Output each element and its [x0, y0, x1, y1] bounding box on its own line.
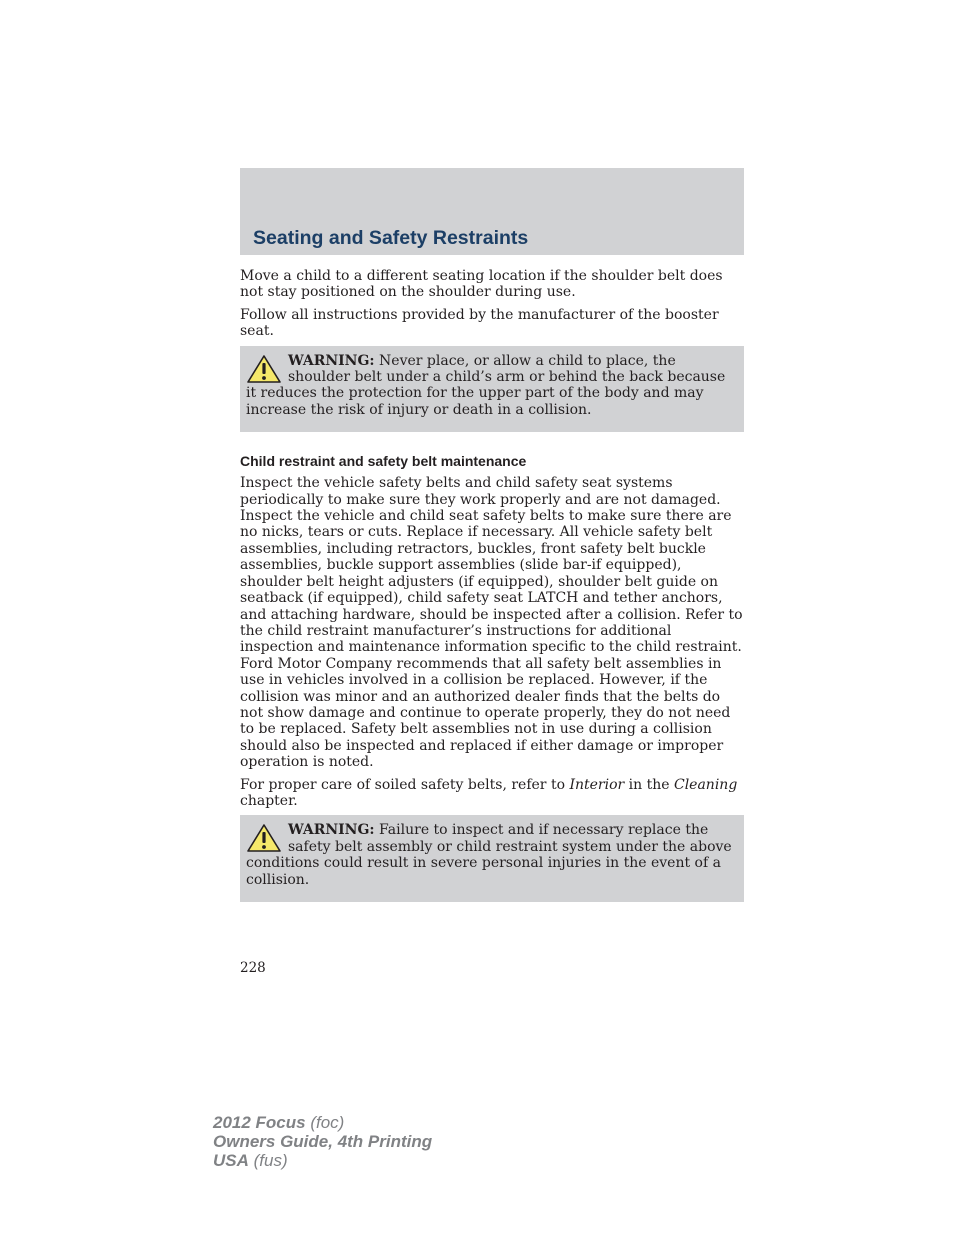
- page-number: 228: [240, 960, 266, 976]
- page-content: [240, 268, 744, 908]
- care-text-2: in the: [624, 776, 674, 793]
- paragraph-booster-seat: Follow all instructions provided by the manufacturer of the booster seat.: [240, 306, 719, 340]
- warning-triangle-icon: [246, 823, 282, 853]
- footer-line-guide: [213, 1132, 432, 1151]
- warning-body: Never place, or allow a child to place, the shoulder belt under a child’s arm or behind the back because it reduces the protection for the upper part of the body and may increase the risk of injury or death in a collision.: [246, 352, 726, 418]
- footer-guide: Owners Guide, 4th Printing: [213, 1132, 433, 1151]
- footer-line-model: [213, 1113, 432, 1132]
- warning-box-shoulder-belt: [240, 346, 744, 433]
- warning-triangle-icon: [246, 354, 282, 384]
- warning-label: WARNING:: [288, 822, 375, 839]
- warning-text: [246, 353, 738, 419]
- footer-region-code: (fus): [248, 1151, 288, 1170]
- section-title: Seating and Safety Restraints: [253, 227, 529, 249]
- footer-document-info: [213, 1113, 432, 1170]
- reference-interior: Interior: [569, 776, 625, 793]
- paragraph-shoulder-belt: Move a child to a different seating location if the shoulder belt does not stay positioned on the shoulder during use.: [240, 268, 723, 301]
- footer-region: USA: [213, 1151, 249, 1170]
- subheading-maintenance: Child restraint and safety belt maintenance: [240, 453, 527, 470]
- warning-body: Failure to inspect and if necessary replace the safety belt assembly or child restraint system under the above conditions could result in severe personal injuries in the event of a collision.: [246, 822, 732, 888]
- care-text: For proper care of soiled safety belts, refer to: [240, 776, 570, 793]
- warning-text: [246, 822, 738, 888]
- reference-cleaning: Cleaning: [673, 776, 738, 793]
- care-text-3: chapter.: [240, 792, 298, 809]
- footer-model-code: (foc): [305, 1113, 345, 1132]
- paragraph-inspection: Inspect the vehicle safety belts and child safety seat systems periodically to make sure they work properly and are not damaged. Inspect the vehicle and child seat safety belts to make sure there are no nicks, tears or cuts. Replace if necessary. All vehicle safety belt assemblies, including retractors, buckles, front safety belt buckle assemblies, buckle support assemblies (slide bar-if equipped), shoulder belt height adjusters (if equipped), shoulder belt guide on seatback (if equipped), child safety seat LATCH and tether anchors, and attaching hardware, should be inspected after a collision. Refer to the child restraint manufacturer’s instructions for additional inspection and maintenance information specific to the child restraint. Ford Motor Company recommends that all safety belt assemblies in use in vehicles involved in a collision be replaced. However, if the collision was minor and an authorized dealer finds that the belts do not show damage and continue to operate properly, they do not need to be replaced. Safety belt assemblies not in use during a collision should also be inspected and replaced if either damage or improper operation is noted.: [240, 475, 743, 771]
- footer-line-region: [213, 1151, 432, 1170]
- footer-model: 2012 Focus: [213, 1113, 306, 1132]
- warning-box-inspection: [240, 815, 744, 902]
- warning-label: WARNING:: [288, 352, 375, 369]
- paragraph-care: [240, 777, 744, 810]
- section-header-band: [240, 168, 744, 255]
